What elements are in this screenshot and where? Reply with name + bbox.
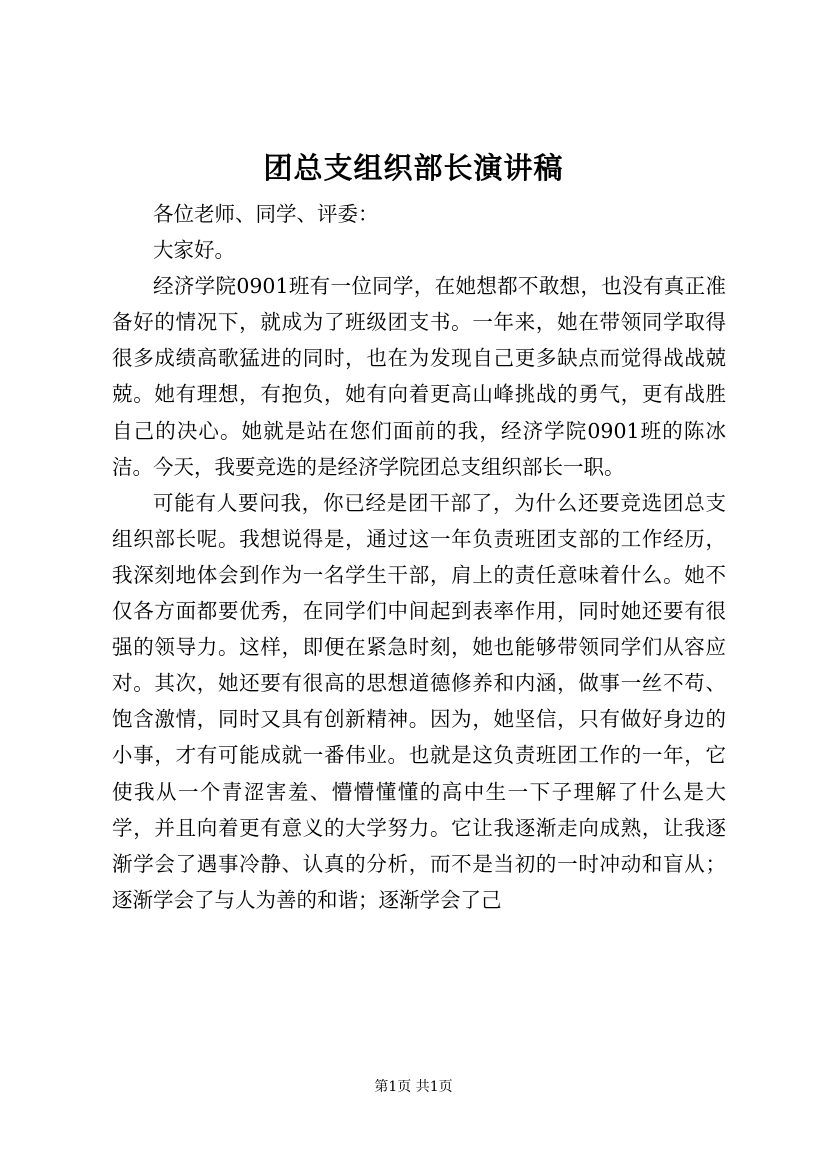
document-body xyxy=(112,196,726,918)
paragraph-introduction: 经济学院0901班有一位同学，在她想都不敢想，也没有真正准备好的情况下，就成为了班级团支书。一年来，她在带领同学取得很多成绩高歌猛进的同时，也在为发现自己更多缺点而觉得战战兢兢。她有理想，有抱负，她有向着更高山峰挑战的勇气，更有战胜自己的决心。她就是站在您们面前的我，经济学院0901班的陈冰洁。今天，我要竞选的是经济学院团总支组织部长一职。 xyxy=(112,274,726,479)
paragraph-salutation: 各位老师、同学、评委： xyxy=(153,202,379,226)
paragraph-motivation: 可能有人要问我，你已经是团干部了，为什么还要竞选团总支组织部长呢。我想说得是，通过这一年负责班团支部的工作经历，我深刻地体会到作为一名学生干部，肩上的责任意味着什么。她不仅各方面都要优秀，在同学们中间起到表率作用，同时她还要有很强的领导力。这样，即便在紧急时刻，她也能够带领同学们从容应对。其次，她还要有很高的思想道德修养和内涵，做事一丝不苟、饱含激情，同时又具有创新精神。因为，她坚信，只有做好身边的小事，才有可能成就一番伟业。也就是这负责班团工作的一年，它使我从一个青涩害羞、懵懵懂懂的高中生一下子理解了什么是大学，并且向着更有意义的大学努力。它让我逐渐走向成熟，让我逐渐学会了遇事冷静、认真的分析，而不是当初的一时冲动和盲从；逐渐学会了与人为善的和谐；逐渐学会了己 xyxy=(112,490,726,912)
paragraph-greeting: 大家好。 xyxy=(153,238,235,263)
document-title: 团总支组织部长演讲稿 xyxy=(263,151,564,185)
page-footer: 第1页 共1页 xyxy=(374,1079,453,1095)
